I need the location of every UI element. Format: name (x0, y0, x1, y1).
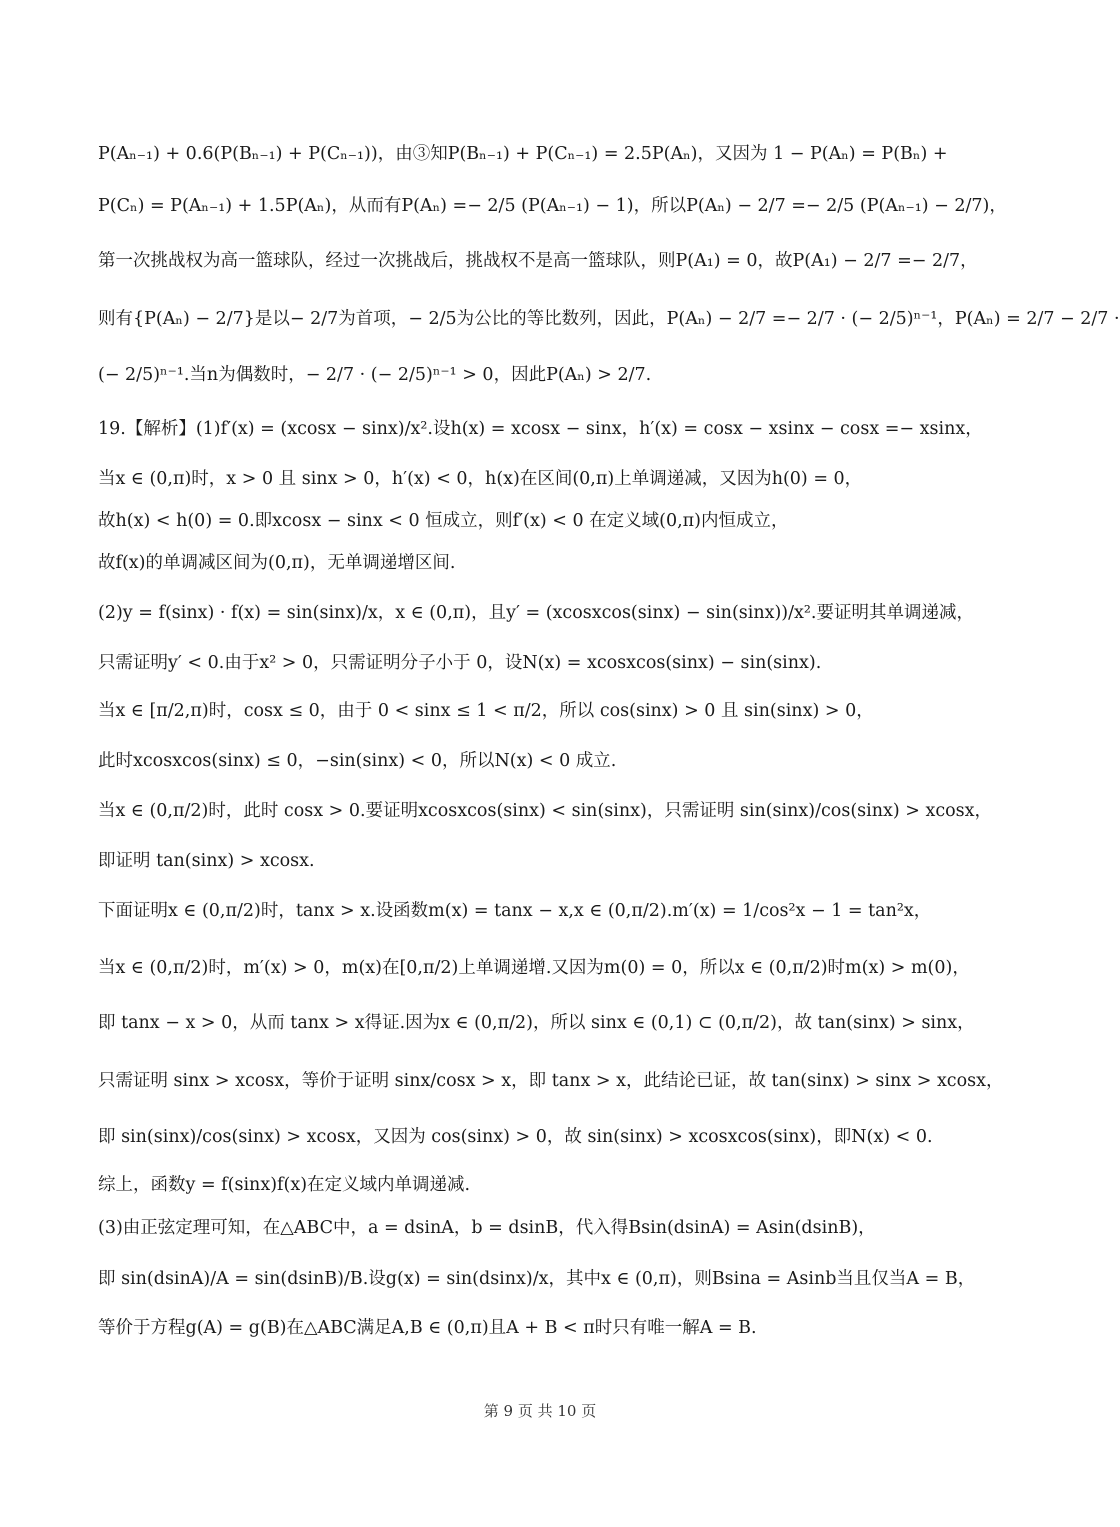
text-line-10: (2)y = f(sinx) · f(x) = sin(sinx)/x，x ∈ (0,π)，且y′ = (xcosxcos(sinx) − sin(sinx))/x².要证明其单调递减， (98, 603, 974, 623)
text-line-24: 等价于方程g(A) = g(B)在△ABC满足A,B ∈ (0,π)且A + B < π时只有唯一解A = B. (98, 1318, 757, 1338)
text-line-20: 即 sin(sinx)/cos(sinx) > xcosx，又因为 cos(sinx) > 0，故 sin(sinx) > xcosxcos(sinx)，即N(x) < 0. (98, 1127, 933, 1147)
text-line-1: P(Aₙ₋₁) + 0.6(P(Bₙ₋₁) + P(Cₙ₋₁))，由③知P(Bₙ₋₁) + P(Cₙ₋₁) = 2.5P(Aₙ)，又因为 1 − P(Aₙ) = P(Bₙ) + (98, 144, 948, 164)
text-line-17: 当x ∈ (0,π/2)时，m′(x) > 0，m(x)在[0,π/2)上单调递增.又因为m(0) = 0，所以x ∈ (0,π/2)时m(x) > m(0)， (98, 958, 970, 978)
text-line-6: 19.【解析】(1)f′(x) = (xcosx − sinx)/x².设h(x) = xcosx − sinx，h′(x) = cosx − xsinx − cosx =− xsinx， (98, 419, 983, 439)
text-line-11: 只需证明y′ < 0.由于x² > 0，只需证明分子小于 0，设N(x) = xcosxcos(sinx) − sin(sinx). (98, 653, 822, 673)
text-line-5: (− 2/5)ⁿ⁻¹.当n为偶数时，− 2/7 · (− 2/5)ⁿ⁻¹ > 0，因此P(Aₙ) > 2/7. (98, 365, 652, 385)
text-line-7: 当x ∈ (0,π)时，x > 0 且 sinx > 0，h′(x) < 0，h(x)在区间(0,π)上单调递减，又因为h(0) = 0， (98, 469, 863, 489)
text-line-4: 则有{P(Aₙ) − 2/7}是以− 2/7为首项，− 2/5为公比的等比数列，因此，P(Aₙ) − 2/7 =− 2/7 · (− 2/5)ⁿ⁻¹，P(Aₙ) = 2/7 − 2/7 · (98, 309, 1120, 329)
text-line-15: 即证明 tan(sinx) > xcosx. (98, 851, 315, 871)
page-footer: 第 9 页 共 10 页 (483, 1402, 597, 1420)
text-line-23: 即 sin(dsinA)/A = sin(dsinB)/B.设g(x) = sin(dsinx)/x，其中x ∈ (0,π)，则Bsina = Asinb当且仅当A = B， (98, 1269, 976, 1289)
text-line-3: 第一次挑战权为高一篮球队，经过一次挑战后，挑战权不是高一篮球队，则P(A₁) = 0，故P(A₁) − 2/7 =− 2/7， (98, 251, 978, 271)
text-line-8: 故h(x) < h(0) = 0.即xcosx − sinx < 0 恒成立，则f′(x) < 0 在定义域(0,π)内恒成立， (98, 511, 789, 531)
text-line-22: (3)由正弦定理可知，在△ABC中，a = dsinA，b = dsinB，代入得Bsin(dsinA) = Asin(dsinB)， (98, 1218, 876, 1238)
text-line-2: P(Cₙ) = P(Aₙ₋₁) + 1.5P(Aₙ)，从而有P(Aₙ) =− 2/5 (P(Aₙ₋₁) − 1)，所以P(Aₙ) − 2/7 =− 2/5 (P(Aₙ₋₁) − 2/7)， (98, 196, 1007, 216)
text-line-14: 当x ∈ (0,π/2)时，此时 cosx > 0.要证明xcosxcos(sinx) < sin(sinx)，只需证明 sin(sinx)/cos(sinx) > xcosx， (98, 801, 993, 821)
text-line-12: 当x ∈ [π/2,π)时，cosx ≤ 0，由于 0 < sinx ≤ 1 < π/2，所以 cos(sinx) > 0 且 sin(sinx) > 0， (98, 701, 874, 721)
text-line-16: 下面证明x ∈ (0,π/2)时，tanx > x.设函数m(x) = tanx − x,x ∈ (0,π/2).m′(x) = 1/cos²x − 1 = tan²x， (98, 901, 932, 921)
text-line-13: 此时xcosxcos(sinx) ≤ 0，−sin(sinx) < 0，所以N(x) < 0 成立. (98, 751, 617, 771)
text-line-19: 只需证明 sinx > xcosx，等价于证明 sinx/cosx > x，即 tanx > x，此结论已证，故 tan(sinx) > sinx > xcosx， (98, 1071, 1004, 1091)
text-line-21: 综上，函数y = f(sinx)f(x)在定义域内单调递减. (98, 1175, 471, 1195)
text-line-9: 故f(x)的单调减区间为(0,π)，无单调递增区间. (98, 553, 456, 573)
text-line-18: 即 tanx − x > 0，从而 tanx > x得证.因为x ∈ (0,π/2)，所以 sinx ∈ (0,1) ⊂ (0,π/2)，故 tan(sinx) > sinx， (98, 1013, 975, 1033)
